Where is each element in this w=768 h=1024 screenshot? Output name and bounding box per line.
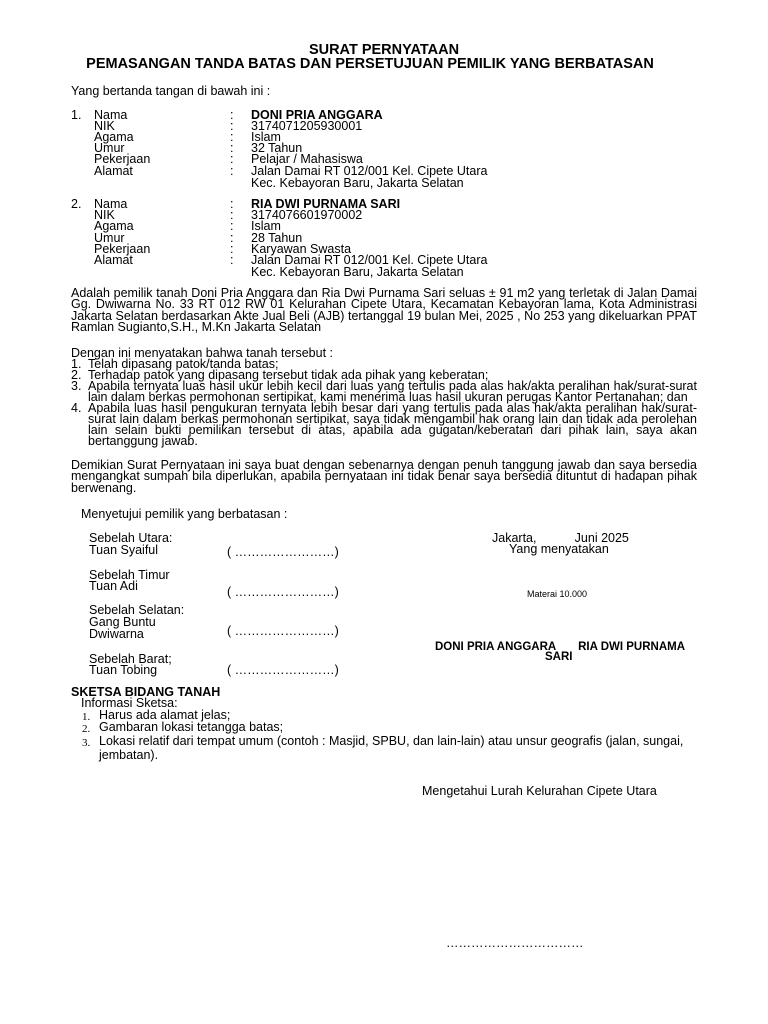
sketch-item-text: Harus ada alamat jelas; (99, 708, 231, 722)
field-colon: : (230, 197, 234, 211)
sketch-item-number: 1. (82, 711, 91, 723)
field-value-pekerjaan: Karyawan Swasta (251, 242, 352, 256)
document-subtitle: PEMASANGAN TANDA BATAS DAN PERSETUJUAN PEMILIK YANG BERBATASAN (86, 56, 654, 72)
field-colon: : (230, 108, 234, 122)
stamp-duty-note: Materai 10.000 (527, 589, 588, 599)
field-value-alamat-line2: Kec. Kebayoran Baru, Jakarta Selatan (251, 176, 464, 190)
field-label-agama: Agama (94, 130, 134, 144)
field-value-pekerjaan: Pelajar / Mahasiswa (251, 152, 363, 166)
field-value-agama: Islam (251, 219, 281, 233)
statement-number: 4. (71, 401, 82, 415)
field-value-umur: 32 Tahun (251, 141, 303, 155)
field-label-alamat: Alamat (94, 253, 133, 267)
field-value-alamat: Jalan Damai RT 012/001 Kel. Cipete Utara (251, 253, 488, 267)
field-value-nik: 3174076601970002 (251, 208, 363, 222)
neighbor-signature-line: ( ……………………) (227, 585, 339, 599)
field-colon: : (230, 219, 234, 233)
field-colon: : (230, 253, 234, 267)
signer-names: DONI PRIA ANGGARA RIA DWI PURNAMA (435, 641, 686, 653)
statement-text: Terhadap patok yang dipasang tersebut tidak ada pihak yang keberatan; (88, 368, 489, 382)
lurah-signature-line: …………………………… (446, 936, 584, 950)
field-colon: : (230, 119, 234, 133)
statement-text: Apabila ternyata luas hasil ukur lebih kecil dari luas yang tertulis pada alas hak/akta peralihan hak/surat-surat lain dalam berkas permohonan sertipikat, kami menerima luas hasil ukuran perugas Kantor Pertanahan; dan (88, 379, 697, 404)
field-value-agama: Islam (251, 130, 281, 144)
field-colon: : (230, 231, 234, 245)
field-colon: : (230, 130, 234, 144)
sketch-info-label: Informasi Sketsa: (81, 696, 178, 710)
field-label-umur: Umur (94, 231, 125, 245)
sketch-item-number: 2. (82, 723, 91, 735)
person-number: 1. (71, 108, 82, 122)
field-colon: : (230, 208, 234, 222)
intro-text: Yang bertanda tangan di bawah ini : (71, 84, 271, 98)
field-label-pekerjaan: Pekerjaan (94, 152, 151, 166)
field-value-nik: 3174071205930001 (251, 119, 363, 133)
neighbors-intro: Menyetujui pemilik yang berbatasan : (81, 507, 288, 521)
field-value-nama: DONI PRIA ANGGARA (251, 108, 383, 122)
statement-item (71, 381, 697, 403)
neighbor-owner-line2: Dwiwarna (89, 627, 144, 641)
neighbor-signature-line: ( ……………………) (227, 663, 339, 677)
field-colon: : (230, 152, 234, 166)
neighbor-owner: Gang Buntu (89, 615, 156, 629)
neighbor-signature-line: ( ……………………) (227, 624, 339, 638)
document-title: SURAT PERNYATAAN (308, 42, 460, 58)
person-number: 2. (71, 197, 82, 211)
statement-number: 1. (71, 357, 82, 371)
statement-intro: Dengan ini menyatakan bahwa tanah tersebut : (71, 346, 333, 360)
neighbor-signature-line: ( ……………………) (227, 545, 339, 559)
field-label-nama: Nama (94, 108, 128, 122)
field-label-nik: NIK (94, 208, 115, 222)
field-value-alamat-line2: Kec. Kebayoran Baru, Jakarta Selatan (251, 265, 464, 279)
statement-number: 3. (71, 379, 82, 393)
closing-paragraph: Demikian Surat Pernyataan ini saya buat dengan sebenarnya dengan penuh tanggung jawab dan saya bersedia mengangkat sumpah bila diperlukan, apabila pernyataan ini tidak benar saya bersedia dituntut di hadapan pihak berwenang. (71, 458, 697, 495)
neighbor-owner: Tuan Syaiful (89, 543, 159, 557)
field-value-alamat: Jalan Damai RT 012/001 Kel. Cipete Utara (251, 164, 488, 178)
sketch-title: SKETSA BIDANG TANAH (71, 685, 221, 699)
sketch-item-text-line2: jembatan). (99, 748, 159, 762)
signer-names-line2: SARI (545, 651, 573, 663)
sketch-item-text: Gambaran lokasi tetangga batas; (99, 720, 284, 734)
neighbor-side: Sebelah Barat; (89, 652, 172, 666)
neighbor-side: Sebelah Timur (89, 568, 170, 582)
field-colon: : (230, 242, 234, 256)
field-colon: : (230, 164, 234, 178)
statement-text: Telah dipasang patok/tanda batas; (88, 357, 279, 371)
field-label-agama: Agama (94, 219, 134, 233)
field-colon: : (230, 141, 234, 155)
neighbor-owner: Tuan Adi (89, 579, 138, 593)
sketch-item-number: 3. (82, 737, 91, 749)
field-label-nik: NIK (94, 119, 115, 133)
sketch-item-text: Lokasi relatif dari tempat umum (contoh : Masjid, SPBU, dan lain-lain) atau unsur geografis (jalan, sungai, (99, 734, 684, 748)
acknowledgement-text: Mengetahui Lurah Kelurahan Cipete Utara (422, 784, 657, 798)
statement-text: Apabila luas hasil pengukuran ternyata lebih besar dari yang tertulis pada alas hak/akta peralihan hak/surat-surat lain dalam berkas permohonan sertipikat, saya tidak mengambil hak orang lain dan tidak ada perolehan lain selain bukti pemilikan tersebut di atas, apabila ada gugatan/keberatan dari pihak lain, saya akan bertanggung jawab. (88, 401, 697, 448)
field-label-pekerjaan: Pekerjaan (94, 242, 151, 256)
declarant-role: Yang menyatakan (509, 542, 609, 556)
place-date: Jakarta, Juni 2025 (492, 531, 629, 545)
ownership-paragraph: Adalah pemilik tanah Doni Pria Anggara dan Ria Dwi Purnama Sari seluas ± 91 m2 yang terletak di Jalan Damai Gg. Dwiwarna No. 33 RT 012 RW 01 Kelurahan Cipete Utara, Kecamatan Kebayoran lama, Kota Administrasi Jakarta Selatan berdasarkan Akte Jual Beli (AJB) tertanggal 19 bulan Mei, 2025 , No 253 yang dikeluarkan PPAT Ramlan Sugianto,S.H., M.Kn Jakarta Selatan (71, 286, 697, 334)
neighbor-owner: Tuan Tobing (89, 663, 158, 677)
field-value-umur: 28 Tahun (251, 231, 303, 245)
field-label-alamat: Alamat (94, 164, 133, 178)
statement-item (71, 403, 697, 447)
field-label-nama: Nama (94, 197, 128, 211)
statement-number: 2. (71, 368, 82, 382)
neighbor-side: Sebelah Selatan: (89, 603, 185, 617)
field-label-umur: Umur (94, 141, 125, 155)
field-value-nama: RIA DWI PURNAMA SARI (251, 197, 401, 211)
neighbor-side: Sebelah Utara: (89, 531, 173, 545)
